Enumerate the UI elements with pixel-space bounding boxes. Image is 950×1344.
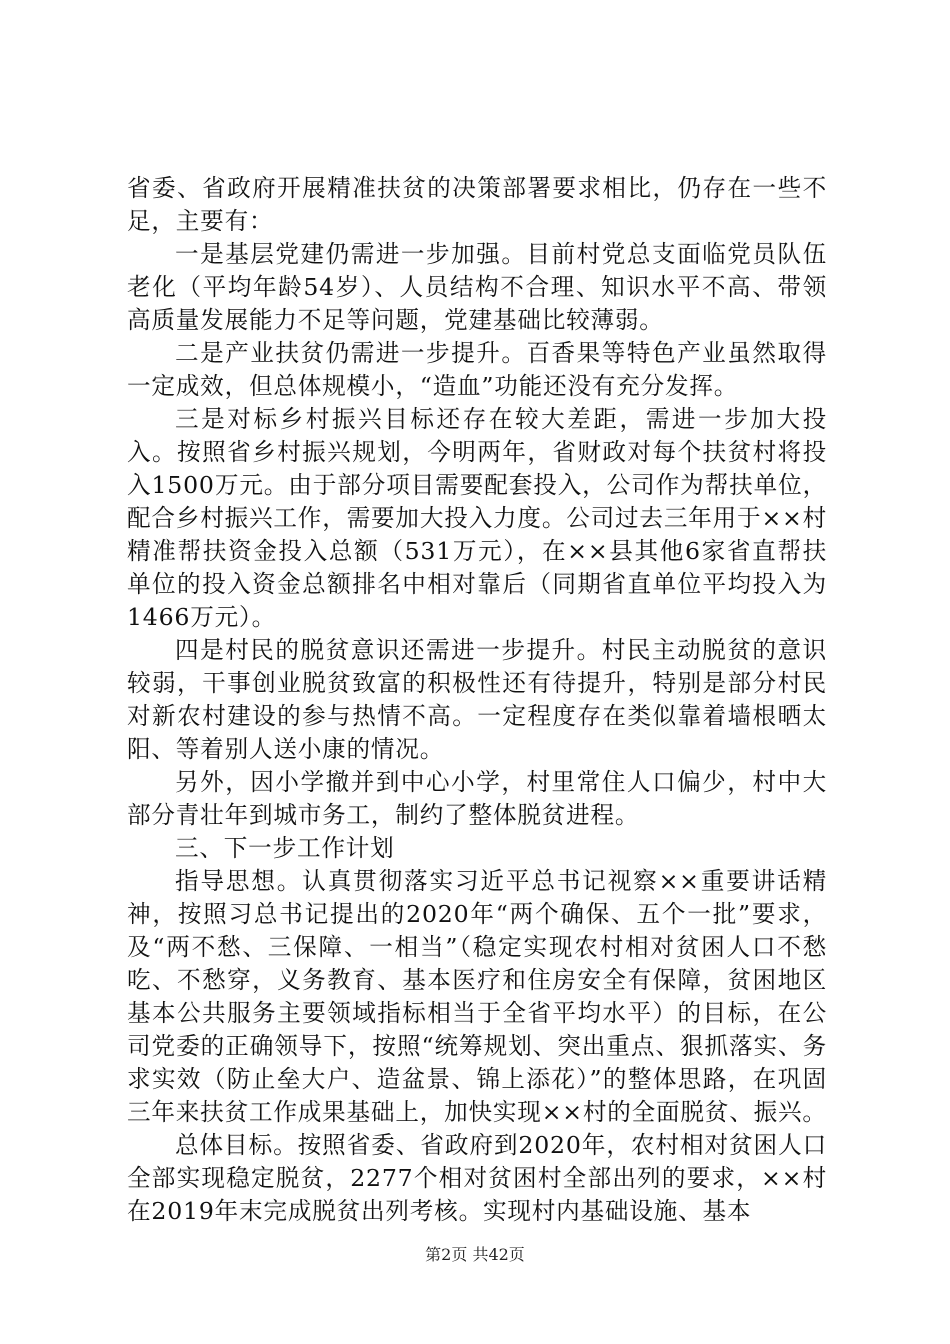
paragraph-continuation: 省委、省政府开展精准扶贫的决策部署要求相比，仍存在一些不足，主要有： <box>127 174 827 235</box>
paragraph-party-building: 一是基层党建仍需进一步加强。目前村党总支面临党员队伍老化（平均年龄54岁）、人员结构不合理、知识水平不高、带领高质量发展能力不足等问题，党建基础比较薄弱。 <box>127 240 827 334</box>
paragraph-overall-goal: 总体目标。按照省委、省政府到2020年，农村相对贫困人口全部实现稳定脱贫，2277个相对贫困村全部出列的要求，××村在2019年末完成脱贫出列考核。实现村内基础设施、基本 <box>127 1131 827 1225</box>
document-body <box>127 172 827 1228</box>
paragraph-additional: 另外，因小学撤并到中心小学，村里常住人口偏少，村中大部分青壮年到城市务工，制约了整体脱贫进程。 <box>127 768 827 829</box>
paragraph-industry: 二是产业扶贫仍需进一步提升。百香果等特色产业虽然取得一定成效，但总体规模小，“造血”功能还没有充分发挥。 <box>127 339 827 400</box>
paragraph-villager-awareness: 四是村民的脱贫意识还需进一步提升。村民主动脱贫的意识较弱，干事创业脱贫致富的积极性还有待提升，特别是部分村民对新农村建设的参与热情不高。一定程度存在类似靠着墙根晒太阳、等着别人送小康的情况。 <box>127 636 827 763</box>
section-heading: 三、下一步工作计划 <box>175 834 395 862</box>
page-footer: 第2页 共42页 <box>425 1245 525 1264</box>
paragraph-investment: 三是对标乡村振兴目标还存在较大差距，需进一步加大投入。按照省乡村振兴规划，今明两年，省财政对每个扶贫村将投入1500万元。由于部分项目需要配套投入，公司作为帮扶单位，配合乡村振兴工作，需要加大投入力度。公司过去三年用于××村精准帮扶资金投入总额（531万元），在××县其他6家省直帮扶单位的投入资金总额排名中相对靠后（同期省直单位平均投入为1466万元）。 <box>127 405 827 631</box>
paragraph-guiding-thought: 指导思想。认真贯彻落实习近平总书记视察××重要讲话精神，按照习总书记提出的2020年“两个确保、五个一批”要求，及“两不愁、三保障、一相当”（稳定实现农村相对贫困人口不愁吃、不愁穿，义务教育、基本医疗和住房安全有保障，贫困地区基本公共服务主要领域指标相当于全省平均水平）的目标，在公司党委的正确领导下，按照“统筹规划、突出重点、狠抓落实、务求实效（防止垒大户、造盆景、锦上添花）”的整体思路，在巩固三年来扶贫工作成果基础上，加快实现××村的全面脱贫、振兴。 <box>127 867 827 1126</box>
